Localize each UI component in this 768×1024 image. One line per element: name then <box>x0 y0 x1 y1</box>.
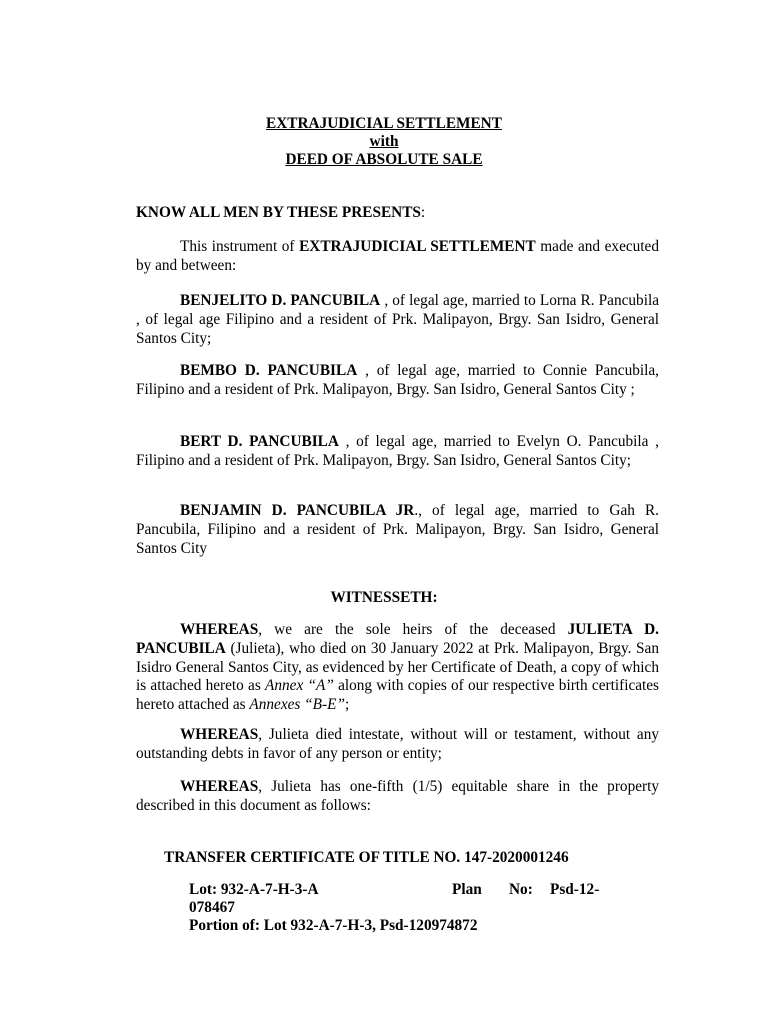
whereas-paragraph-3 <box>136 778 659 816</box>
party-name: BEMBO D. PANCUBILA <box>180 362 358 379</box>
party-details: , of legal age, married to Lorna R. Pancubila , of legal age Filipino and a resident of Prk. Malipayon, Brgy. San Isidro, General Santos City; <box>136 292 659 347</box>
whereas-label: WHEREAS <box>180 726 259 743</box>
whereas-label: WHEREAS <box>180 778 259 795</box>
lot-number: Lot: 932-A-7-H-3-A <box>189 881 319 898</box>
whereas-text: , we are the sole heirs of the deceased <box>258 621 568 638</box>
party-name: BENJELITO D. PANCUBILA <box>180 292 381 309</box>
party-name: BENJAMIN D. PANCUBILA JR <box>180 502 415 519</box>
party-details: , of legal age, married to Evelyn O. Pancubila , Filipino and a resident of Prk. Malipayon, Brgy. San Isidro, General Santos City; <box>136 433 659 469</box>
party-paragraph <box>136 292 659 348</box>
plan-number: Psd-12- <box>550 881 600 898</box>
whereas-paragraph-1 <box>136 621 659 715</box>
party-name: BERT D. PANCUBILA <box>180 433 339 450</box>
tct-heading: TRANSFER CERTIFICATE OF TITLE NO. 147-2020001246 <box>164 849 569 866</box>
annex-be-ref: Annexes “B-E” <box>249 696 345 714</box>
title-line-2: with <box>369 133 399 150</box>
whereas-text: , Julieta died intestate, without will or testament, without any outstanding debts in favor of any person or entity; <box>136 726 659 762</box>
whereas-label: WHEREAS <box>180 621 259 638</box>
plan-label: Plan <box>452 881 482 898</box>
witnesseth-heading: WITNESSETH: <box>330 589 438 606</box>
preamble-colon: : <box>420 204 426 221</box>
preamble <box>136 204 659 223</box>
party-paragraph <box>136 502 659 558</box>
plan-no-label: No: <box>509 881 533 898</box>
lot-line <box>189 881 669 900</box>
decedent-name: JULIETA D. PANCUBILA <box>136 621 659 657</box>
party-paragraph <box>136 362 659 400</box>
whereas-text: ; <box>344 696 350 714</box>
preamble-bold: KNOW ALL MEN BY THESE PRESENTS <box>136 204 421 221</box>
party-details: ., of legal age, married to Gah R. Pancubila, Filipino and a resident of Prk. Malipayon, Brgy. San Isidro, General Santos City <box>136 502 659 557</box>
plan-number-continued: 078467 <box>189 899 235 916</box>
whereas-text: (Julieta), who died on 30 January 2022 at Prk. Malipayon, Brgy. San Isidro General Santos City, as evidenced by her Certificate of Death, a copy of which is attached hereto as <box>136 639 659 695</box>
intro-paragraph <box>136 238 659 276</box>
whereas-text: along with copies of our respective birth certificates hereto attached as <box>136 677 660 714</box>
whereas-text: , Julieta has one-fifth (1/5) equitable share in the property described in this document as follows: <box>136 778 659 814</box>
intro-bold: EXTRAJUDICIAL SETTLEMENT <box>299 238 536 255</box>
portion-line: Portion of: Lot 932-A-7-H-3, Psd-120974872 <box>189 917 478 934</box>
party-paragraph <box>136 433 659 471</box>
whereas-paragraph-2 <box>136 726 659 764</box>
annex-a-ref: Annex “A” <box>265 677 334 695</box>
title-line-3: DEED OF ABSOLUTE SALE <box>285 151 483 168</box>
party-details: , of legal age, married to Connie Pancubila, Filipino and a resident of Prk. Malipayon, Brgy. San Isidro, General Santos City ; <box>136 362 659 398</box>
intro-text-2: made and executed by and between: <box>136 238 659 274</box>
intro-text: This instrument of <box>180 238 300 255</box>
title-line-1: EXTRAJUDICIAL SETTLEMENT <box>266 115 502 132</box>
